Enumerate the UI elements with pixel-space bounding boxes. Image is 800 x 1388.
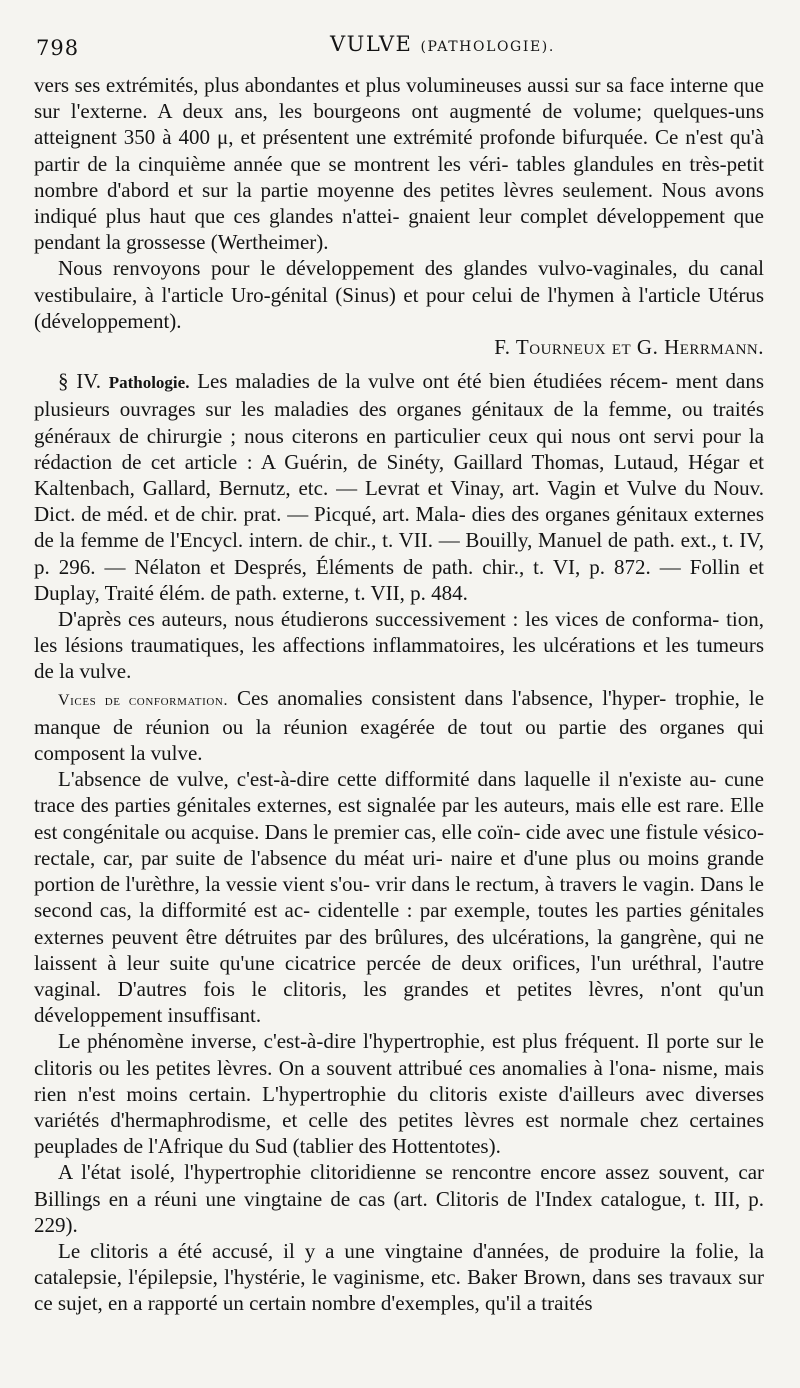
text-line: dies des organes génitaux externes de la femme de l'Encycl. intern. de chir., (34, 502, 764, 553)
paragraph (34, 685, 764, 767)
subsection-heading: Vices de conformation. (58, 691, 229, 709)
author-signature (34, 334, 764, 360)
text-line: petites lèvres seulement. Nous avons indiqué plus haut que ces glandes n'attei- (34, 177, 764, 229)
page-header (34, 30, 764, 72)
text-line: D'autres fois le clitoris, les grandes et petites lèvres, n'ont qu'un développement (34, 976, 764, 1028)
running-title (330, 32, 555, 56)
text-line: t. III, p. 229). (34, 1186, 764, 1237)
text-line: cune trace des parties génitales externes, est signalée par les auteurs, mais (34, 767, 765, 818)
text-line: Le clitoris a été accusé, il y a une vingtaine d'années, de produire la folie, la (58, 1238, 764, 1263)
section-number: § IV. (58, 369, 101, 394)
text-line: tables glandules en très-petit nombre d'abord et sur la partie moyenne des (34, 151, 764, 202)
text-line: trophie, le manque de réunion ou la réunion exagérée de tout ou partie des (34, 685, 765, 739)
text-line: leur suite qu'une cicatrice percée de deux orifices, l'un uréthral, l'autre vaginal. (34, 950, 765, 1001)
text-line: L'absence de vulve, c'est-à-dire cette difformité dans laquelle il n'existe au- (58, 767, 717, 792)
text-line: sur le clitoris ou les petites lèvres. On a souvent attribué ces anomalies à l'ona- (34, 1029, 765, 1080)
text-line: ou traités généraux de chirurgie ; nous citerons en particulier ceux qui nous (34, 397, 765, 448)
authors: F. Tourneux et G. Herrmann. (494, 335, 764, 360)
references-paragraph (34, 255, 764, 334)
text-line: bifurquée. Ce n'est qu'à partir de la cinquième année que se montrent les véri- (34, 125, 764, 176)
paragraph (34, 1159, 764, 1238)
text-line: Vagin et Vulve du Nouv. Dict. de méd. et de chir. prat. — Picqué, art. Mala- (34, 476, 764, 527)
text-line: vers ses extrémités, plus abondantes et plus volumineuses aussi sur sa face (34, 73, 665, 97)
text-line: A l'état isolé, l'hypertrophie clitoridienne se rencontre encore assez souvent, (58, 1160, 730, 1185)
text-line: interne que sur l'externe. A deux ans, les bourgeons ont augmenté de volume; (34, 73, 765, 124)
text-line: gnaient leur complet développement que pendant la grossesse (Wertheimer). (34, 204, 764, 255)
text-line: ont servi pour la rédaction de cet article : A Guérin, de Sinéty, Gaillard Thomas, (34, 423, 765, 474)
section-iv-paragraph (34, 368, 764, 606)
continuation-paragraph (34, 72, 764, 255)
text-line: D'après ces auteurs, nous étudierons successivement : les vices de conforma- (58, 607, 720, 632)
text-line: ment dans plusieurs ouvrages sur les maladies des organes génitaux de la femme, (34, 369, 765, 422)
paragraph (34, 1238, 764, 1317)
running-title-main: VULVE (330, 32, 413, 56)
body-text (34, 72, 764, 1317)
text-line: catalepsie, l'épilepsie, l'hystérie, le vaginisme, etc. Baker Brown, dans ses (34, 1265, 663, 1290)
text-line: t. VII. — Bouilly, Manuel de path. ext., t. IV, p. 296. — Nélaton et Després, (34, 528, 764, 579)
text-line: cidentelle : par exemple, toutes les parties génitales externes peuvent être (34, 898, 764, 949)
text-line: elle est rare. Elle est congénitale ou acquise. Dans le premier cas, elle coïn- (34, 793, 764, 844)
text-line: l'article Utérus (développement). (34, 282, 765, 333)
text-line: chez certaines peuplades de l'Afrique du Sud (tablier des Hottentotes). (34, 1107, 765, 1159)
text-line: quelques-uns atteignent 350 à 400 μ, et présentent une extrémité profonde (34, 99, 765, 150)
text-line: nisme, mais rien n'est moins certain. L'hypertrophie du clitoris existe d'ailleurs (34, 1055, 764, 1106)
running-title-sub: (PATHOLOGIE). (420, 39, 555, 55)
text-line: organes qui composent la vulve. (34, 714, 765, 766)
text-line: détruites par des brûlures, des ulcérations, la gangrène, qui ne laissent à (34, 924, 764, 975)
text-line: Éléments de path. chir., t. VI, p. 872. — Follin et Duplay, Traité élém. de (34, 554, 765, 605)
text-line: naire et d'une plus ou moins grande portion de l'urèthre, la vessie vient s'ou- (34, 845, 765, 897)
text-line: avec diverses variétés d'hermaphrodisme, et celle des petites lèvres est normale (34, 1081, 764, 1132)
text-line: les tumeurs de la vulve. (34, 633, 765, 684)
text-line: vrir dans le rectum, à travers le vagin. Dans le second cas, la difformité est ac- (34, 872, 765, 923)
text-line: Nous renvoyons pour le développement des glandes vulvo-vaginales, du (58, 256, 710, 281)
text-line: Le phénomène inverse, c'est-à-dire l'hypertrophie, est plus fréquent. Il porte (58, 1029, 710, 1054)
text-line: car Billings en a réuni une vingtaine de cas (art. Clitoris de l'Index catalogue, (34, 1160, 765, 1211)
text-line: travaux sur ce sujet, en a rapporté un certain nombre d'exemples, qu'il a traités (34, 1265, 765, 1316)
text-line: Les maladies de la vulve ont été bien étudiées récem- (197, 369, 669, 394)
page-number: 798 (36, 36, 80, 60)
text-line: cide avec une fistule vésico-rectale, car, par suite de l'absence du méat uri- (34, 819, 765, 870)
text-line: canal vestibulaire, à l'article Uro-génital (Sinus) et pour celui de l'hymen à (34, 256, 764, 307)
text-line: path. externe, t. VII, p. 484. (235, 580, 468, 605)
text-line: Lutaud, Hégar et Kaltenbach, Gallard, Bernutz, etc. — Levrat et Vinay, art. (34, 449, 764, 501)
text-line: tion, les lésions traumatiques, les affections inflammatoires, les ulcérations et (34, 607, 764, 658)
paragraph (34, 766, 764, 1028)
paragraph (34, 606, 764, 685)
section-title: Pathologie. (108, 373, 190, 393)
text-line: Ces anomalies consistent dans l'absence, l'hyper- (237, 685, 667, 710)
paragraph (34, 1028, 764, 1159)
text-line: insuffisant. (167, 1003, 262, 1028)
